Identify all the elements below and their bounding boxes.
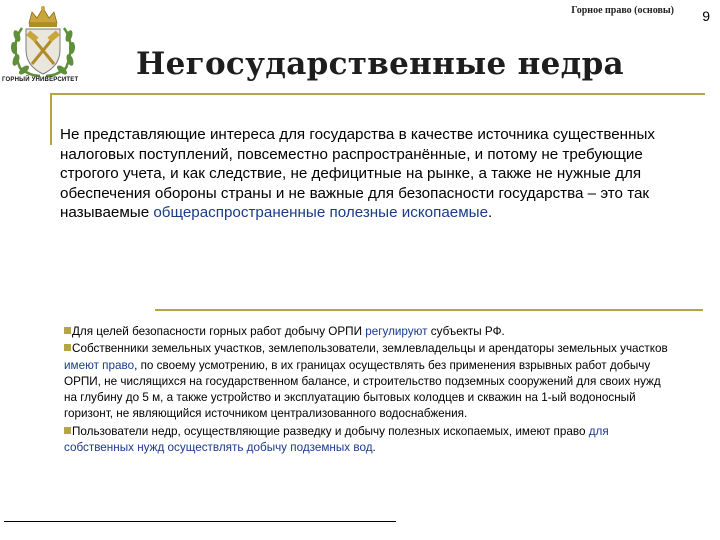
bullet-list [64, 324, 676, 457]
section-divider [155, 309, 703, 311]
bullet-item [64, 424, 676, 457]
intro-paragraph [60, 125, 700, 223]
bullet-text: Для целей безопасности горных работ добычу ОРПИ [72, 325, 366, 338]
bullet-text: Пользователи недр, осуществляющие разведку и добычу полезных ископаемых, имеют право [72, 424, 589, 438]
logo-caption: ГОРНЫЙ УНИВЕРСИТЕТ [2, 77, 79, 83]
title-left-rule [50, 93, 52, 145]
bullet-text: Собственники земельных участков, землепользователи, землевладельцы и арендаторы земельных участков [72, 342, 668, 356]
bullet-item [64, 324, 676, 340]
bullet-text-end: , по своему усмотрению, в их границах осуществлять без применения взрывных работ добычу ОРПИ, не числящихся на государственном балансе, и строительство подземных сооружений для своих нужд на глубину до 5 м, а также устройство и эксплуатацию бытовых колодцев и скважин на 1-ый водоносный горизонт, не являющийся источником централизованного водоснабжения. [64, 358, 661, 421]
footer-rule [4, 521, 396, 522]
header-caption: Горное право (основы) [571, 5, 674, 16]
title-underline [50, 93, 705, 95]
bullet-square-icon [64, 344, 71, 351]
bullet-text-end: . [372, 441, 376, 455]
intro-end: . [488, 204, 493, 222]
bullet-item [64, 341, 676, 422]
bullet-square-icon [64, 427, 71, 434]
bullet-highlight: для собственных нужд осуществлять добычу подземных вод [64, 424, 609, 455]
bullet-square-icon [64, 327, 71, 334]
page-number: 9 [702, 8, 710, 24]
bullet-text-end: субъекты РФ. [427, 325, 505, 338]
bullet-highlight: регулируют [365, 325, 428, 338]
page-title: Негосударственные недра [136, 46, 624, 82]
intro-text: Не представляющие интереса для государства в качестве источника существенных налоговых поступлений, повсеместно распространённые, и потому не требующие строгого учета, и как следствие, не дефицитные на рынке, а также не нужные для обеспечения обороны страны и не важные для безопасности государства – это так называемые [60, 126, 655, 222]
bullet-highlight: имеют право [64, 358, 135, 372]
intro-highlight: общераспространенные полезные ископаемые [153, 204, 489, 222]
